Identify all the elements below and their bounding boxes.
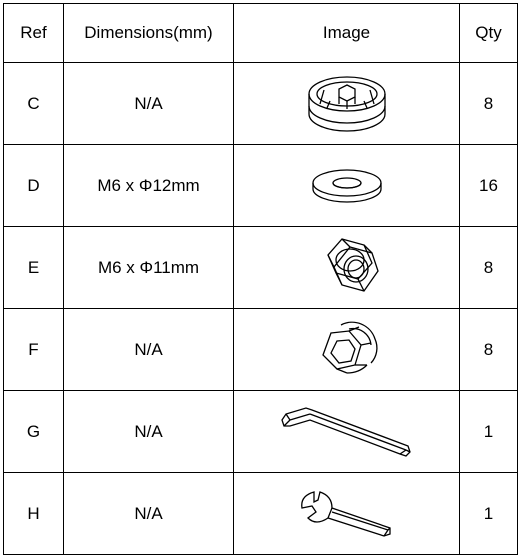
table-row <box>4 309 518 391</box>
header-qty: Qty <box>460 4 518 63</box>
table-row <box>4 391 518 473</box>
table-row <box>4 63 518 145</box>
table-row <box>4 145 518 227</box>
qty-cell: 1 <box>460 391 518 473</box>
allen-key-icon <box>272 400 422 464</box>
table-row <box>4 473 518 555</box>
table-row <box>4 227 518 309</box>
ref-cell: G <box>4 391 64 473</box>
image-cell <box>234 145 460 227</box>
acorn-nut-icon <box>309 315 385 385</box>
header-dimensions: Dimensions(mm) <box>64 4 234 63</box>
cap-nut-insert-icon <box>302 70 392 138</box>
qty-cell: 16 <box>460 145 518 227</box>
ref-cell: F <box>4 309 64 391</box>
image-cell <box>234 391 460 473</box>
qty-cell: 8 <box>460 227 518 309</box>
dimensions-cell: N/A <box>64 473 234 555</box>
ref-cell: E <box>4 227 64 309</box>
spanner-icon <box>292 484 402 544</box>
dimensions-cell: M6 x Φ11mm <box>64 227 234 309</box>
dimensions-cell: M6 x Φ12mm <box>64 145 234 227</box>
dimensions-cell: N/A <box>64 63 234 145</box>
dimensions-cell: N/A <box>64 309 234 391</box>
header-ref: Ref <box>4 4 64 63</box>
qty-cell: 1 <box>460 473 518 555</box>
hex-nut-icon <box>312 233 382 303</box>
qty-cell: 8 <box>460 309 518 391</box>
header-row <box>4 4 518 63</box>
image-cell <box>234 309 460 391</box>
ref-cell: D <box>4 145 64 227</box>
ref-cell: H <box>4 473 64 555</box>
qty-cell: 8 <box>460 63 518 145</box>
image-cell <box>234 473 460 555</box>
ref-cell: C <box>4 63 64 145</box>
dimensions-cell: N/A <box>64 391 234 473</box>
parts-table <box>3 3 518 555</box>
flat-washer-icon <box>307 164 387 208</box>
image-cell <box>234 63 460 145</box>
header-image: Image <box>234 4 460 63</box>
image-cell <box>234 227 460 309</box>
